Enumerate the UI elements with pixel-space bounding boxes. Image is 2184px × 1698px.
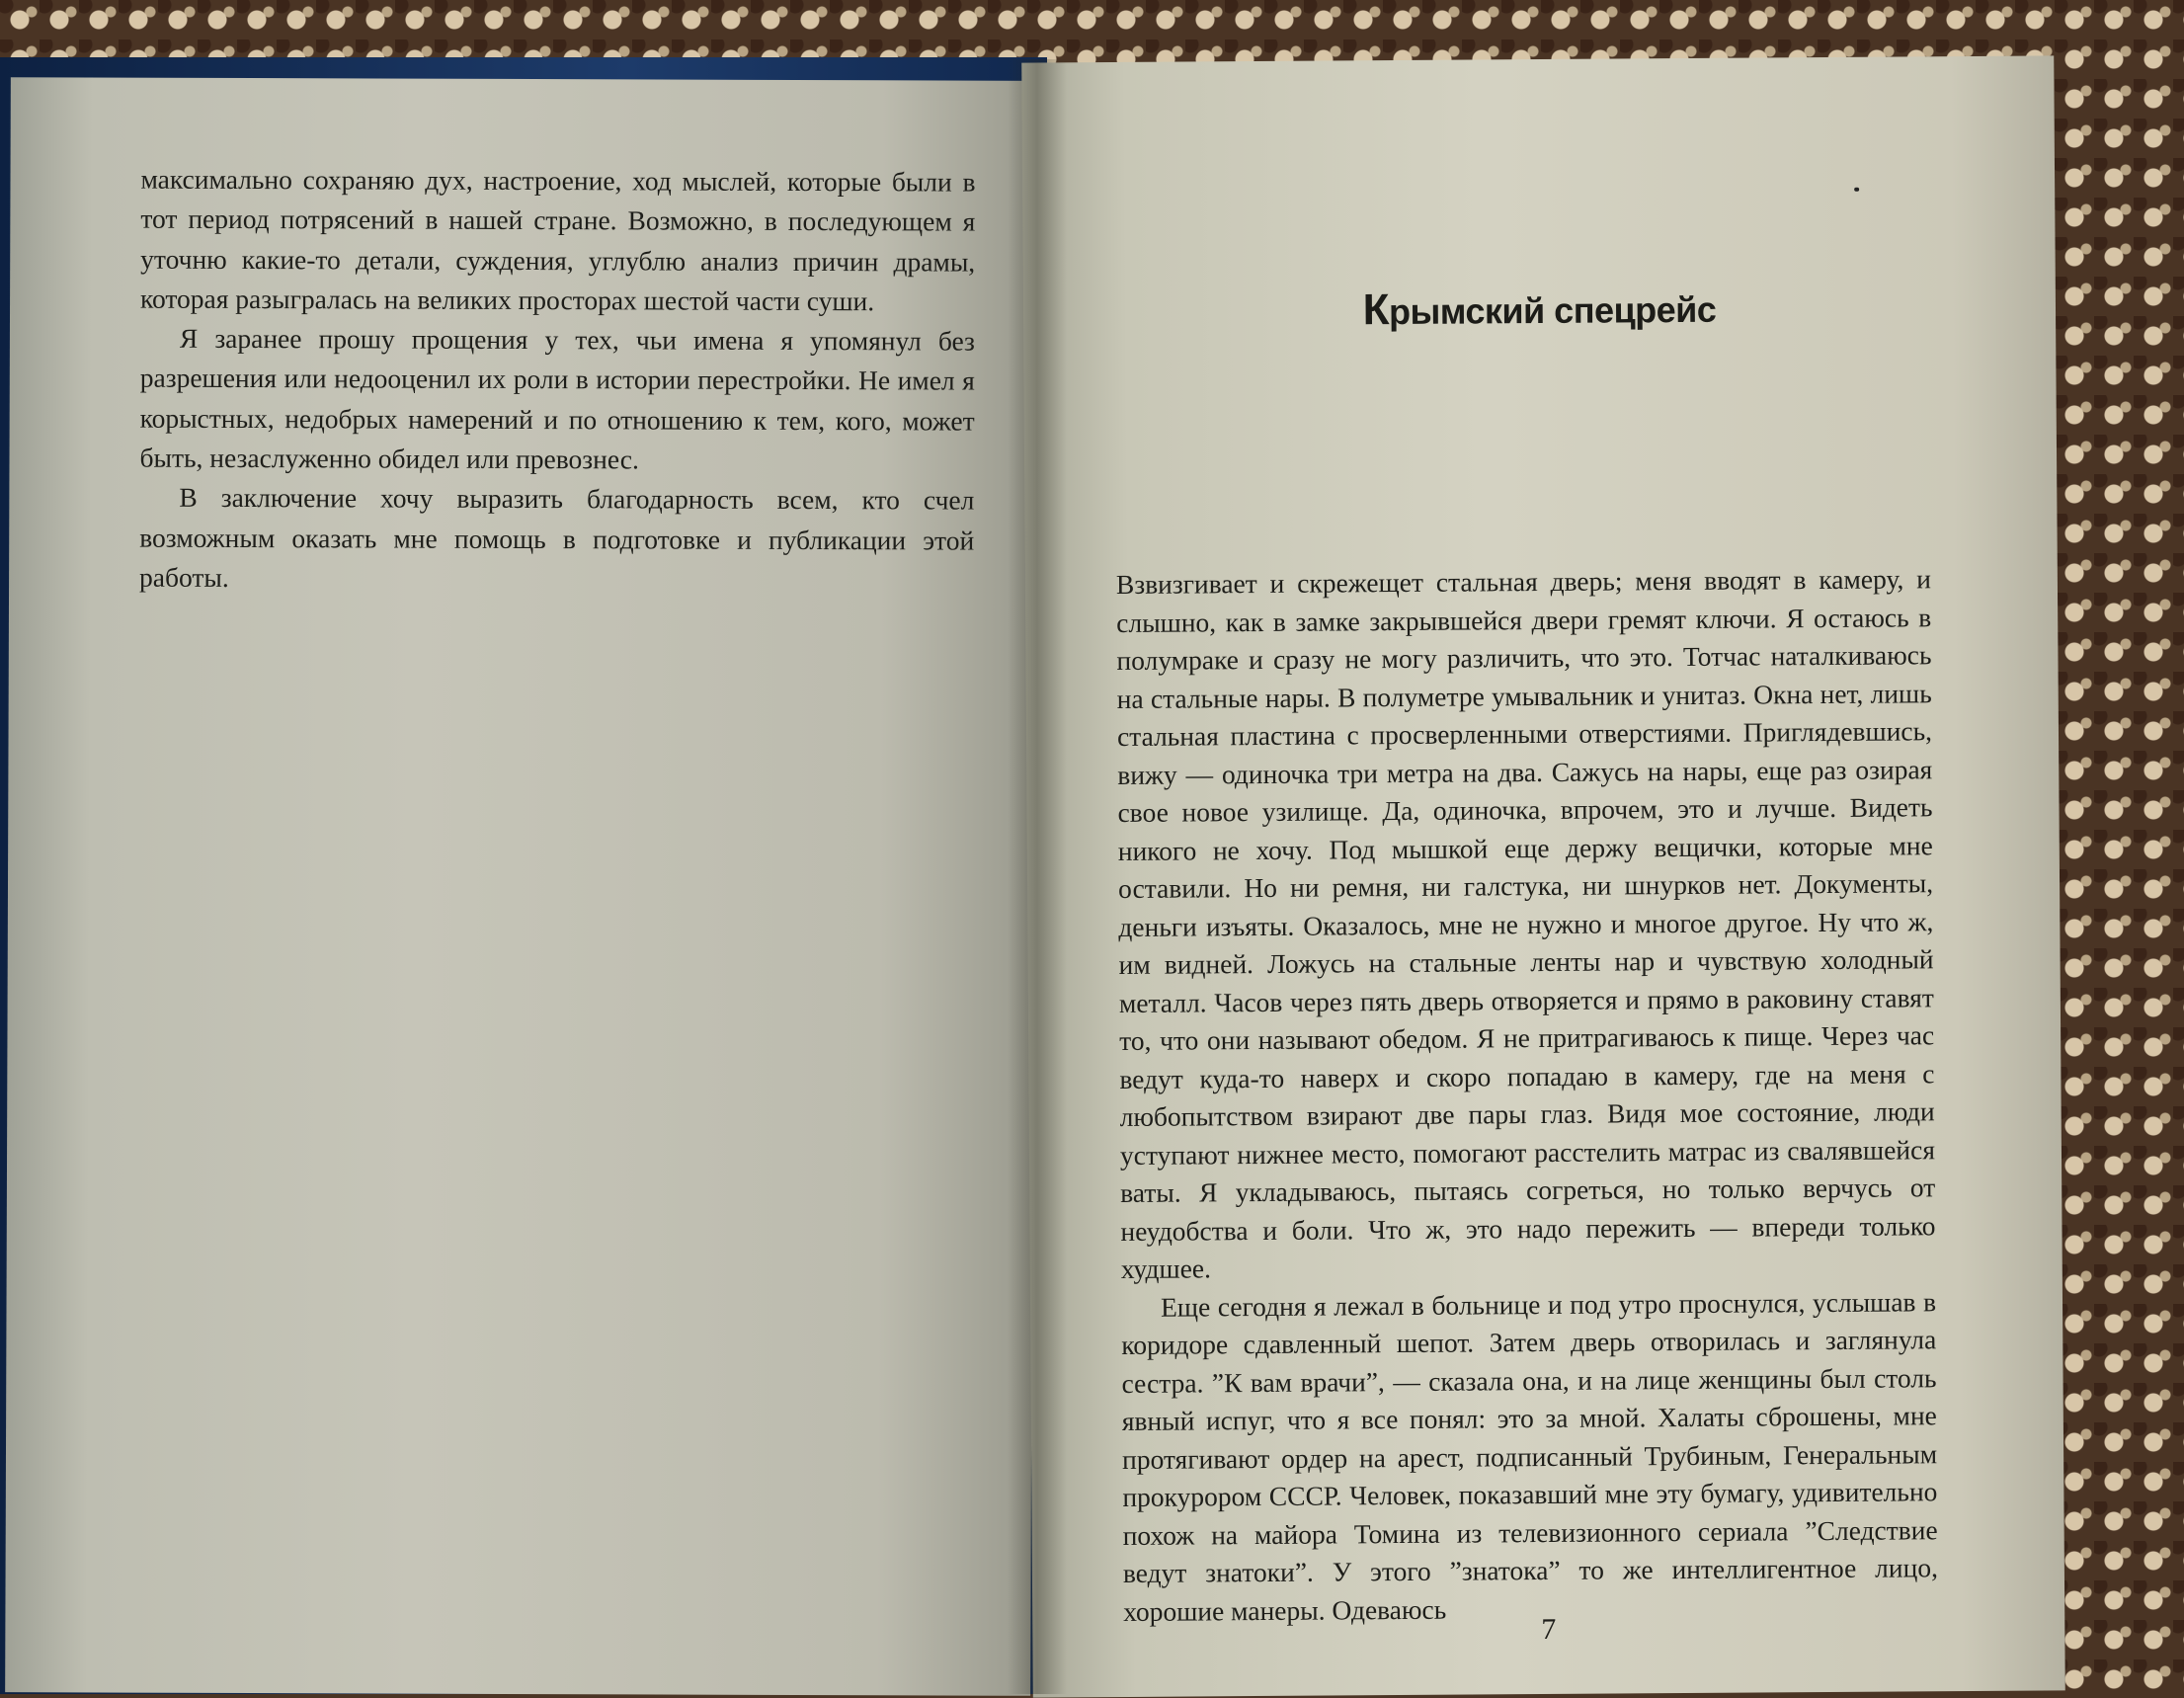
left-paragraph: В заключение хочу выразить благодарность всем, кто счел возможным оказать мне помощь в подготовке и публикации этой работы. <box>139 482 975 593</box>
right-paragraph: Еще сегодня я лежал в больнице и под утро проснулся, услышав в коридоре сдавленный шепот. Затем дверь отворилась и заглянула сестра. ”К вам врачи”, — сказала она, и на лице женщины был столь явный испуг, что я все понял: это за мной. Халаты сброшены, мне протягивают ордер на арест, подписанный Трубиным, Генеральным прокурором СССР. Человек, показавший мне эту бумагу, удивительно похож на майора Томина из телевизионного сериала ”Следствие ведут знатоки”. У этого ”знатока” то же интеллигентное лицо, хорошие манеры. Одеваюсь <box>1121 1285 1938 1627</box>
chapter-title-text: рымский спецрейс <box>1388 288 1717 333</box>
chapter-title-initial: К <box>1362 285 1390 335</box>
print-speck <box>1854 188 1859 192</box>
left-paragraph: максимально сохраняю дух, настроение, ход мыслей, которые были в тот период потрясений в нашей стране. Возможно, в последующем я уточню какие-то детали, суждения, углублю анализ причин драмы, которая разыгралась на великих просторах шестой части суши. <box>140 163 976 317</box>
book-gutter <box>1008 59 1067 1694</box>
page-number: 7 <box>1541 1612 1557 1647</box>
left-page <box>5 77 1036 1696</box>
left-paragraph: Я заранее прошу прощения у тех, чьи имена я упомянул без разрешения или недооценил их роли в истории перестройки. Не имел я корыстных, недобрых намерений и по отношению к тем, кого, может быть, незаслуженно обидел или превознес. <box>139 322 975 475</box>
right-paragraph: Взвизгивает и скрежещет стальная дверь; меня вводят в камеру, и слышно, как в замке закрывшейся двери гремят ключи. Я остаюсь в полумраке и сразу не могу различить, что это. Тотчас наталкиваюсь на стальные нары. В полуметре умывальник и унитаз. Окна нет, лишь стальная пластина с просверленными отверстиями. Приглядевшись, вижу — одиночка три метра на два. Сажусь на нары, еще раз озирая свое новое узилище. Да, одиночка, впрочем, это и лучше. Видеть никого не хочу. Под мышкой еще держу вещички, которые мне оставили. Но ни ремня, ни галстука, ни шнурков нет. Документы, деньги изъяты. Оказалось, мне не нужно и многое другое. Ну что ж, им видней. Ложусь на стальные ленты нар и чувствую холодный металл. Часов через пять дверь отворяется и прямо в раковину ставят то, что они называют обедом. Я не притрагиваюсь к пище. Через час ведут куда-то наверх и скоро попадаю в камеру, где на меня с любопытством взирают две пары глаз. Видя мое состояние, люди уступают нижнее место, помогают расстелить матрас из свалявшейся ваты. Я укладываюсь, пытаясь согреться, но только верчусь от неудобства и боли. Что ж, это надо пережить — впереди только худшее. <box>1115 563 1936 1284</box>
left-page-text <box>139 160 976 601</box>
right-page <box>1021 55 2065 1697</box>
chapter-title <box>1023 281 2056 337</box>
right-page-text <box>1116 560 1939 1631</box>
